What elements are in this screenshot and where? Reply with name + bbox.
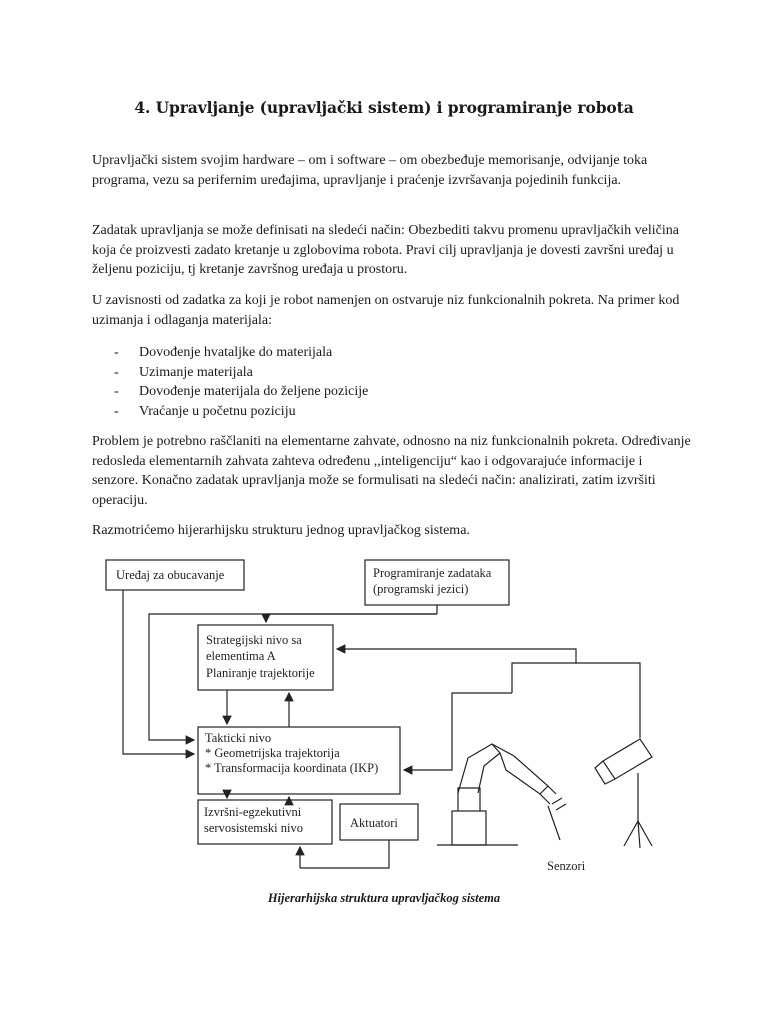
tactical-label-line2: * Geometrijska trajektorija	[205, 746, 340, 760]
figure-caption: Hijerarhijska struktura upravljačkog sistema	[267, 891, 501, 905]
bullet-list	[92, 343, 652, 421]
programming-label-line1: Programiranje zadataka	[373, 566, 492, 580]
section-heading: 4. Upravljanje (upravljački sistem) i programiranje robota	[134, 98, 634, 117]
bullet-marker: -	[114, 384, 119, 399]
list-item	[92, 402, 652, 422]
executive-label-line2: servosistemski nivo	[204, 821, 303, 835]
paragraph-4: Problem je potrebno raščlaniti na elementarne zahvate, odnosno na niz funkcionalnih pokreta. Određivanje redosleda elementarnih zahvata zahteva određenu ,,inteligenciju“ kao i odgovarajuće informacije i senzore. Konačno zadatak upravljanja može se formulisati na sledeći način: analizirati, zatim izvršiti operaciju.	[92, 434, 691, 508]
paragraph-3: U zavisnosti od zadatka za koji je robot namenjen on ostvaruje niz funkcionalnih pokreta. Na primer kod uzimanja i odlaganja materijala:	[92, 293, 680, 328]
tactical-label-line3: * Transformacija koordinata (IKP)	[205, 761, 379, 775]
list-item-text: Vraćanje u početnu poziciju	[139, 403, 296, 419]
sensor-feedback-arrow	[337, 649, 576, 663]
sensors-label: Senzori	[547, 859, 586, 873]
strategic-label-line1: Strategijski nivo sa	[206, 633, 302, 647]
paragraph-5: Razmotrićemo hijerarhijsku strukturu jednog upravljačkog sistema.	[92, 523, 470, 538]
paragraph-2: Zadatak upravljanja se može definisati na sledeći način: Obezbediti takvu promenu upravljačkih veličina koja će proizvesti zadato kretanje u zglobovima robota. Pravi cilj upravljanja je dovesti završni uređaj u željenu poziciju, tj kretanje završnog uređaja u prostoru.	[92, 223, 679, 277]
list-item	[92, 363, 652, 383]
executive-label-line1: Izvršni-egzekutivni	[204, 805, 302, 819]
strategic-label-line3: Planiranje trajektorije	[206, 666, 315, 680]
strategic-label-line2: elementima A	[206, 649, 276, 663]
list-item	[92, 382, 652, 402]
bullet-marker: -	[114, 403, 119, 419]
hierarchy-diagram	[0, 548, 768, 878]
list-item-text: Dovođenje materijala do željene pozicije	[139, 384, 369, 399]
bullet-marker: -	[114, 345, 119, 360]
list-item-text: Uzimanje materijala	[139, 364, 253, 380]
camera-sensor-illustration	[595, 739, 652, 848]
robot-arm-illustration	[437, 744, 566, 845]
tactical-label-line1: Takticki nivo	[205, 731, 272, 745]
teaching-device-label: Uređaj za obucavanje	[116, 568, 225, 582]
bullet-marker: -	[114, 364, 119, 380]
list-item	[92, 343, 652, 363]
actuators-label: Aktuatori	[350, 816, 398, 830]
list-item-text: Dovođenje hvataljke do materijala	[139, 345, 333, 360]
programming-to-strategic-arrow	[266, 614, 437, 622]
paragraph-1: Upravljački sistem svojim hardware – om i software – om obezbeđuje memorisanje, odvijanje toka programa, vezu sa perifernim uređajima, upravljanje i praćenje izvršavanja pojedinih funkcija.	[92, 153, 648, 188]
programming-label-line2: (programski jezici)	[373, 582, 469, 596]
